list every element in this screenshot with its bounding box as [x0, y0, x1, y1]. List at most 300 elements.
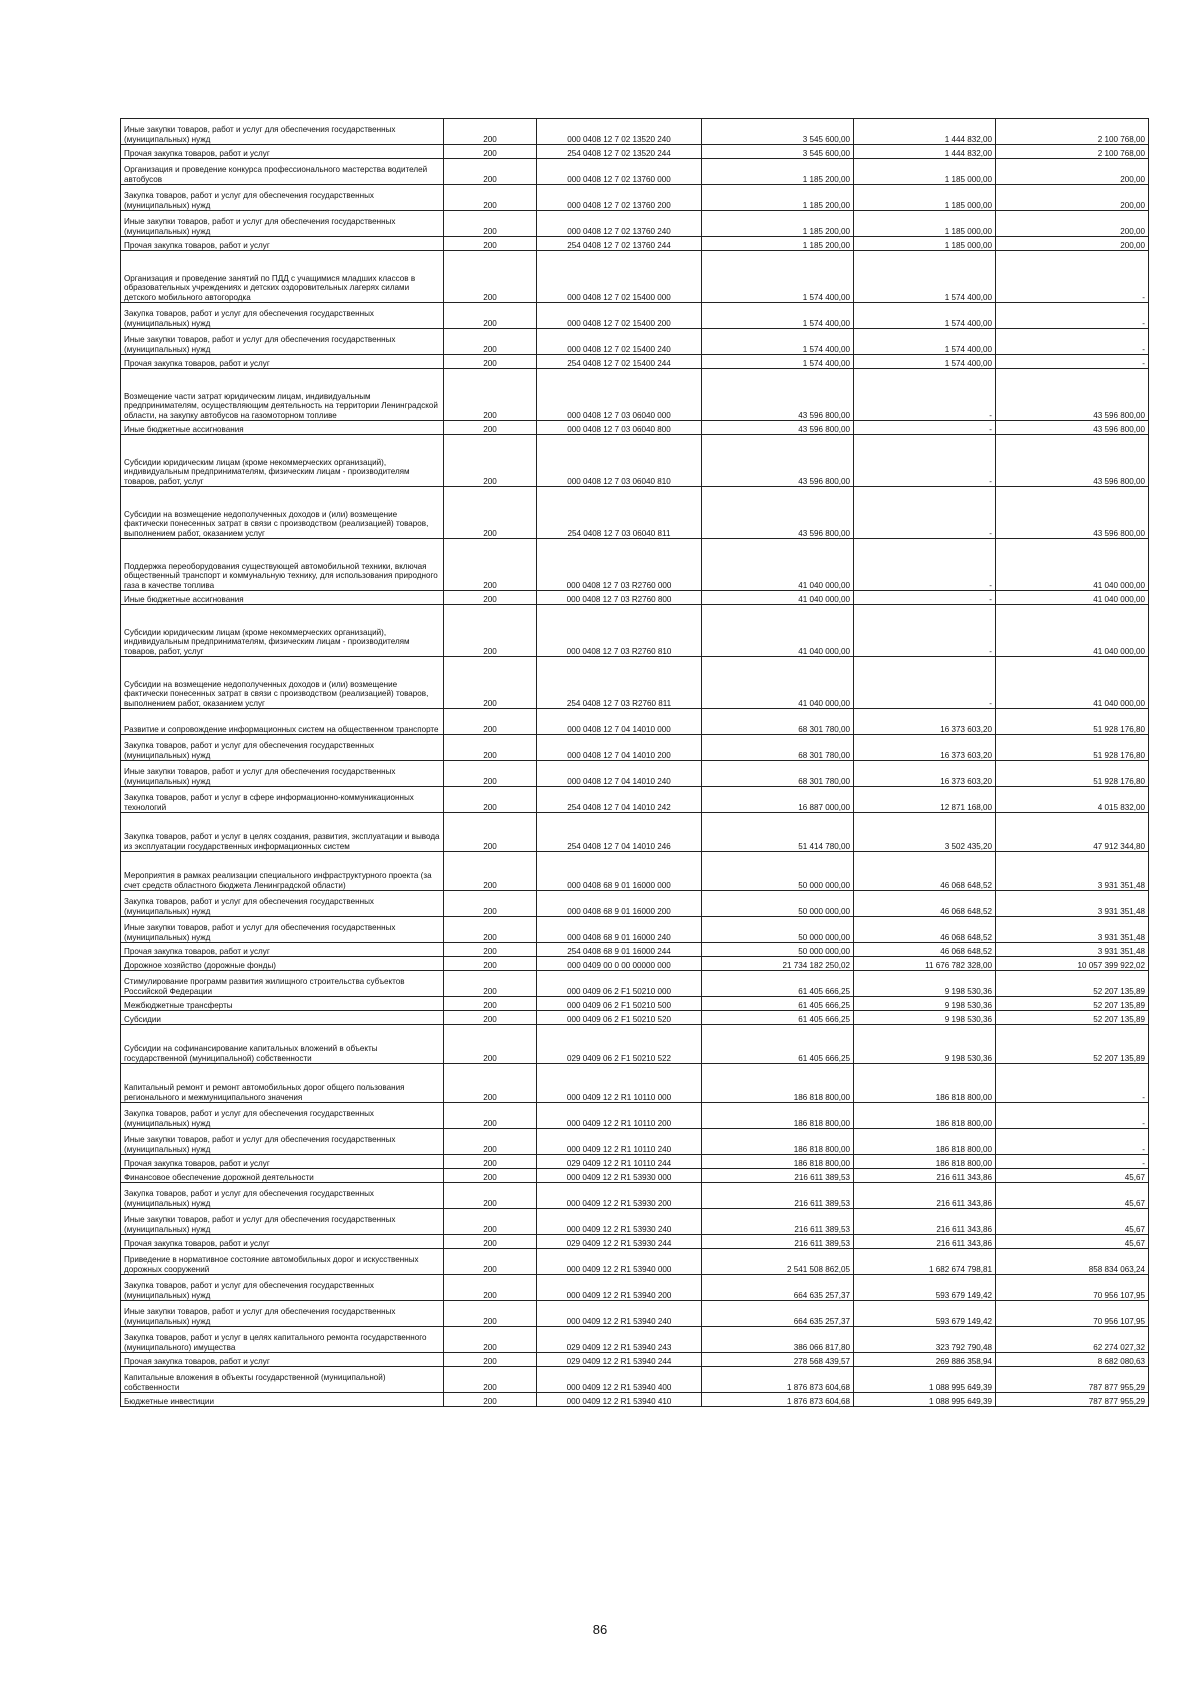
row-code: 200 — [444, 237, 537, 251]
row-approved: 41 040 000,00 — [702, 539, 854, 591]
table-row — [121, 539, 1149, 591]
row-kbk: 000 0408 12 7 04 14010 240 — [537, 761, 702, 787]
row-approved: 1 574 400,00 — [702, 329, 854, 355]
row-unexecuted: 41 040 000,00 — [996, 591, 1149, 605]
table-row — [121, 145, 1149, 159]
row-approved: 2 541 508 862,05 — [702, 1249, 854, 1275]
row-approved: 51 414 780,00 — [702, 813, 854, 852]
row-kbk: 000 0408 12 7 02 13760 000 — [537, 159, 702, 185]
row-executed: - — [854, 435, 996, 487]
row-kbk: 029 0409 12 2 R1 10110 244 — [537, 1155, 702, 1169]
row-unexecuted: 52 207 135,89 — [996, 971, 1149, 997]
row-approved: 43 596 800,00 — [702, 435, 854, 487]
row-unexecuted: 41 040 000,00 — [996, 539, 1149, 591]
row-approved: 216 611 389,53 — [702, 1169, 854, 1183]
table-row — [121, 957, 1149, 971]
row-approved: 1 185 200,00 — [702, 185, 854, 211]
table-row — [121, 159, 1149, 185]
row-approved: 1 876 873 604,68 — [702, 1393, 854, 1407]
row-executed: 186 818 800,00 — [854, 1155, 996, 1169]
row-code: 200 — [444, 1393, 537, 1407]
row-approved: 1 185 200,00 — [702, 159, 854, 185]
row-executed: 16 373 603,20 — [854, 761, 996, 787]
row-code: 200 — [444, 1249, 537, 1275]
row-code: 200 — [444, 1103, 537, 1129]
row-executed: 1 682 674 798,81 — [854, 1249, 996, 1275]
row-executed: 46 068 648,52 — [854, 917, 996, 943]
table-row — [121, 119, 1149, 145]
table-row — [121, 1155, 1149, 1169]
table-row — [121, 1249, 1149, 1275]
row-name: Иные закупки товаров, работ и услуг для обеспечения государственных (муниципальных) нужд — [121, 1301, 444, 1327]
row-name: Иные бюджетные ассигнования — [121, 421, 444, 435]
table-row — [121, 355, 1149, 369]
row-unexecuted: 8 682 080,63 — [996, 1353, 1149, 1367]
row-code: 200 — [444, 997, 537, 1011]
row-executed: 1 088 995 649,39 — [854, 1367, 996, 1393]
row-executed: - — [854, 487, 996, 539]
row-code: 200 — [444, 211, 537, 237]
row-name: Прочая закупка товаров, работ и услуг — [121, 145, 444, 159]
row-executed: - — [854, 591, 996, 605]
row-kbk: 254 0408 12 7 04 14010 242 — [537, 787, 702, 813]
row-name: Организация и проведение занятий по ПДД с учащимися младших классов в образовательных учреждениях и детских оздоровительных лагерях силами детского мобильного автогородка — [121, 251, 444, 303]
row-kbk: 000 0409 12 2 R1 53930 200 — [537, 1183, 702, 1209]
row-code: 200 — [444, 421, 537, 435]
row-unexecuted: 52 207 135,89 — [996, 1025, 1149, 1064]
row-kbk: 000 0408 12 7 03 06040 800 — [537, 421, 702, 435]
row-kbk: 000 0409 12 2 R1 10110 200 — [537, 1103, 702, 1129]
row-kbk: 000 0408 12 7 03 06040 000 — [537, 369, 702, 421]
table-row — [121, 709, 1149, 735]
row-kbk: 254 0408 12 7 04 14010 246 — [537, 813, 702, 852]
row-approved: 16 887 000,00 — [702, 787, 854, 813]
row-code: 200 — [444, 735, 537, 761]
row-executed: 1 185 000,00 — [854, 237, 996, 251]
row-executed: - — [854, 605, 996, 657]
row-code: 200 — [444, 813, 537, 852]
row-unexecuted: - — [996, 251, 1149, 303]
row-unexecuted: - — [996, 1129, 1149, 1155]
row-approved: 3 545 600,00 — [702, 145, 854, 159]
row-executed: 9 198 530,36 — [854, 1011, 996, 1025]
row-executed: 186 818 800,00 — [854, 1064, 996, 1103]
row-name: Закупка товаров, работ и услуг в сфере информационно-коммуникационных технологий — [121, 787, 444, 813]
table-row — [121, 1275, 1149, 1301]
row-unexecuted: 62 274 027,32 — [996, 1327, 1149, 1353]
row-unexecuted: 43 596 800,00 — [996, 435, 1149, 487]
row-approved: 43 596 800,00 — [702, 487, 854, 539]
row-kbk: 000 0408 12 7 02 13520 240 — [537, 119, 702, 145]
table-row — [121, 237, 1149, 251]
row-approved: 68 301 780,00 — [702, 761, 854, 787]
row-executed: 1 185 000,00 — [854, 211, 996, 237]
table-row — [121, 369, 1149, 421]
row-kbk: 029 0409 12 2 R1 53940 244 — [537, 1353, 702, 1367]
row-executed: 1 088 995 649,39 — [854, 1393, 996, 1407]
row-approved: 1 185 200,00 — [702, 237, 854, 251]
row-executed: 3 502 435,20 — [854, 813, 996, 852]
row-kbk: 000 0409 12 2 R1 10110 000 — [537, 1064, 702, 1103]
row-executed: 593 679 149,42 — [854, 1275, 996, 1301]
table-row — [121, 1235, 1149, 1249]
table-row — [121, 1169, 1149, 1183]
row-kbk: 000 0408 12 7 02 15400 240 — [537, 329, 702, 355]
row-approved: 41 040 000,00 — [702, 657, 854, 709]
row-kbk: 029 0409 12 2 R1 53940 243 — [537, 1327, 702, 1353]
row-unexecuted: 45,67 — [996, 1209, 1149, 1235]
row-executed: 9 198 530,36 — [854, 997, 996, 1011]
row-name: Межбюджетные трансферты — [121, 997, 444, 1011]
row-unexecuted: 200,00 — [996, 159, 1149, 185]
row-kbk: 029 0409 06 2 F1 50210 522 — [537, 1025, 702, 1064]
row-name: Закупка товаров, работ и услуг в целях капитального ремонта государственного (муниципального) имущества — [121, 1327, 444, 1353]
row-executed: 46 068 648,52 — [854, 852, 996, 891]
row-kbk: 000 0408 12 7 02 15400 200 — [537, 303, 702, 329]
row-executed: - — [854, 539, 996, 591]
row-unexecuted: 858 834 063,24 — [996, 1249, 1149, 1275]
row-executed: 1 185 000,00 — [854, 159, 996, 185]
row-code: 200 — [444, 487, 537, 539]
row-approved: 68 301 780,00 — [702, 735, 854, 761]
row-code: 200 — [444, 917, 537, 943]
row-code: 200 — [444, 1353, 537, 1367]
table-row — [121, 787, 1149, 813]
row-code: 200 — [444, 119, 537, 145]
table-row — [121, 761, 1149, 787]
row-code: 200 — [444, 435, 537, 487]
row-approved: 664 635 257,37 — [702, 1301, 854, 1327]
row-executed: 46 068 648,52 — [854, 943, 996, 957]
row-approved: 216 611 389,53 — [702, 1209, 854, 1235]
row-executed: 16 373 603,20 — [854, 735, 996, 761]
row-executed: 593 679 149,42 — [854, 1301, 996, 1327]
row-code: 200 — [444, 1367, 537, 1393]
table-row — [121, 1327, 1149, 1353]
table-row — [121, 591, 1149, 605]
row-unexecuted: 41 040 000,00 — [996, 657, 1149, 709]
page-number: 86 — [592, 1622, 608, 1637]
row-kbk: 000 0408 12 7 03 R2760 800 — [537, 591, 702, 605]
row-executed: 46 068 648,52 — [854, 891, 996, 917]
row-name: Закупка товаров, работ и услуг для обеспечения государственных (муниципальных) нужд — [121, 891, 444, 917]
row-name: Организация и проведение конкурса профессионального мастерства водителей автобусов — [121, 159, 444, 185]
row-executed: 216 611 343,86 — [854, 1169, 996, 1183]
row-kbk: 000 0409 12 2 R1 53930 000 — [537, 1169, 702, 1183]
row-name: Закупка товаров, работ и услуг в целях создания, развития, эксплуатации и вывода из эксплуатации государственных информационных систем — [121, 813, 444, 852]
row-name: Иные закупки товаров, работ и услуг для обеспечения государственных (муниципальных) нужд — [121, 211, 444, 237]
row-name: Капитальный ремонт и ремонт автомобильных дорог общего пользования регионального и межмуниципального значения — [121, 1064, 444, 1103]
row-approved: 3 545 600,00 — [702, 119, 854, 145]
row-unexecuted: 3 931 351,48 — [996, 917, 1149, 943]
row-kbk: 000 0408 68 9 01 16000 000 — [537, 852, 702, 891]
row-unexecuted: 43 596 800,00 — [996, 421, 1149, 435]
table-row — [121, 605, 1149, 657]
row-code: 200 — [444, 1183, 537, 1209]
row-code: 200 — [444, 591, 537, 605]
row-approved: 41 040 000,00 — [702, 605, 854, 657]
row-executed: 216 611 343,86 — [854, 1183, 996, 1209]
row-executed: 1 444 832,00 — [854, 145, 996, 159]
table-row — [121, 813, 1149, 852]
row-approved: 1 876 873 604,68 — [702, 1367, 854, 1393]
budget-table-sheet — [120, 118, 1148, 1407]
row-code: 200 — [444, 1275, 537, 1301]
row-executed: 9 198 530,36 — [854, 1025, 996, 1064]
row-approved: 664 635 257,37 — [702, 1275, 854, 1301]
row-executed: 1 444 832,00 — [854, 119, 996, 145]
row-code: 200 — [444, 1235, 537, 1249]
row-approved: 21 734 182 250,02 — [702, 957, 854, 971]
row-executed: 11 676 782 328,00 — [854, 957, 996, 971]
row-name: Развитие и сопровождение информационных систем на общественном транспорте — [121, 709, 444, 735]
row-unexecuted: 51 928 176,80 — [996, 735, 1149, 761]
row-unexecuted: 3 931 351,48 — [996, 891, 1149, 917]
row-name: Прочая закупка товаров, работ и услуг — [121, 1235, 444, 1249]
table-row — [121, 943, 1149, 957]
row-approved: 61 405 666,25 — [702, 1011, 854, 1025]
row-kbk: 000 0409 06 2 F1 50210 500 — [537, 997, 702, 1011]
row-name: Дорожное хозяйство (дорожные фонды) — [121, 957, 444, 971]
row-kbk: 254 0408 68 9 01 16000 244 — [537, 943, 702, 957]
row-code: 200 — [444, 852, 537, 891]
row-name: Прочая закупка товаров, работ и услуг — [121, 1155, 444, 1169]
row-unexecuted: 52 207 135,89 — [996, 997, 1149, 1011]
row-name: Мероприятия в рамках реализации специального инфраструктурного проекта (за счет средств областного бюджета Ленинградской области) — [121, 852, 444, 891]
row-approved: 50 000 000,00 — [702, 852, 854, 891]
row-code: 200 — [444, 159, 537, 185]
row-name: Закупка товаров, работ и услуг для обеспечения государственных (муниципальных) нужд — [121, 1275, 444, 1301]
table-row — [121, 1183, 1149, 1209]
row-approved: 43 596 800,00 — [702, 369, 854, 421]
row-code: 200 — [444, 145, 537, 159]
table-row — [121, 487, 1149, 539]
row-executed: 216 611 343,86 — [854, 1235, 996, 1249]
row-kbk: 254 0408 12 7 02 13760 244 — [537, 237, 702, 251]
table-row — [121, 1011, 1149, 1025]
row-kbk: 254 0408 12 7 03 06040 811 — [537, 487, 702, 539]
row-code: 200 — [444, 1209, 537, 1235]
row-kbk: 000 0408 12 7 02 13760 200 — [537, 185, 702, 211]
row-approved: 50 000 000,00 — [702, 943, 854, 957]
row-unexecuted: 45,67 — [996, 1183, 1149, 1209]
row-approved: 50 000 000,00 — [702, 917, 854, 943]
row-kbk: 254 0408 12 7 02 13520 244 — [537, 145, 702, 159]
row-name: Субсидии юридическим лицам (кроме некоммерческих организаций), индивидуальным предпринимателям, физическим лицам - производителям товаров, работ, услуг — [121, 435, 444, 487]
row-code: 200 — [444, 303, 537, 329]
row-kbk: 000 0409 00 0 00 00000 000 — [537, 957, 702, 971]
row-name: Субсидии на софинансирование капитальных вложений в объекты государственной (муниципальной) собственности — [121, 1025, 444, 1064]
row-name: Прочая закупка товаров, работ и услуг — [121, 355, 444, 369]
table-row — [121, 1209, 1149, 1235]
row-unexecuted: 2 100 768,00 — [996, 119, 1149, 145]
table-row — [121, 185, 1149, 211]
row-code: 200 — [444, 957, 537, 971]
table-row — [121, 1353, 1149, 1367]
row-unexecuted: - — [996, 303, 1149, 329]
row-code: 200 — [444, 605, 537, 657]
row-approved: 43 596 800,00 — [702, 421, 854, 435]
row-kbk: 029 0409 12 2 R1 53930 244 — [537, 1235, 702, 1249]
row-kbk: 000 0409 06 2 F1 50210 520 — [537, 1011, 702, 1025]
row-name: Приведение в нормативное состояние автомобильных дорог и искусственных дорожных сооружений — [121, 1249, 444, 1275]
row-unexecuted: 200,00 — [996, 237, 1149, 251]
row-code: 200 — [444, 943, 537, 957]
row-approved: 186 818 800,00 — [702, 1064, 854, 1103]
row-name: Закупка товаров, работ и услуг для обеспечения государственных (муниципальных) нужд — [121, 1183, 444, 1209]
row-approved: 186 818 800,00 — [702, 1129, 854, 1155]
row-kbk: 000 0409 12 2 R1 53940 200 — [537, 1275, 702, 1301]
row-executed: 16 373 603,20 — [854, 709, 996, 735]
row-kbk: 000 0408 12 7 03 R2760 000 — [537, 539, 702, 591]
row-unexecuted: 70 956 107,95 — [996, 1275, 1149, 1301]
row-unexecuted: 47 912 344,80 — [996, 813, 1149, 852]
row-unexecuted: 787 877 955,29 — [996, 1393, 1149, 1407]
row-name: Возмещение части затрат юридическим лицам, индивидуальным предпринимателям, осуществляющим деятельность на территории Ленинградской области, на закупку автобусов на газомоторном топливе — [121, 369, 444, 421]
row-approved: 216 611 389,53 — [702, 1183, 854, 1209]
row-executed: - — [854, 657, 996, 709]
table-row — [121, 1367, 1149, 1393]
row-executed: - — [854, 369, 996, 421]
table-row — [121, 735, 1149, 761]
row-name: Иные закупки товаров, работ и услуг для обеспечения государственных (муниципальных) нужд — [121, 917, 444, 943]
row-unexecuted: 10 057 399 922,02 — [996, 957, 1149, 971]
row-code: 200 — [444, 251, 537, 303]
row-kbk: 000 0408 12 7 04 14010 000 — [537, 709, 702, 735]
row-name: Субсидии на возмещение недополученных доходов и (или) возмещение фактически понесенных затрат в связи с производством (реализацией) товаров, выполнением работ, оказанием услуг — [121, 487, 444, 539]
row-approved: 186 818 800,00 — [702, 1155, 854, 1169]
row-unexecuted: - — [996, 1155, 1149, 1169]
row-unexecuted: 4 015 832,00 — [996, 787, 1149, 813]
row-unexecuted: 200,00 — [996, 185, 1149, 211]
budget-execution-table — [120, 118, 1149, 1407]
row-unexecuted: - — [996, 355, 1149, 369]
row-unexecuted: 2 100 768,00 — [996, 145, 1149, 159]
row-kbk: 000 0408 68 9 01 16000 240 — [537, 917, 702, 943]
row-kbk: 000 0409 06 2 F1 50210 000 — [537, 971, 702, 997]
table-row — [121, 657, 1149, 709]
row-unexecuted: 45,67 — [996, 1169, 1149, 1183]
row-unexecuted: 43 596 800,00 — [996, 487, 1149, 539]
row-approved: 216 611 389,53 — [702, 1235, 854, 1249]
row-executed: 1 574 400,00 — [854, 303, 996, 329]
row-kbk: 000 0409 12 2 R1 53940 410 — [537, 1393, 702, 1407]
row-name: Закупка товаров, работ и услуг для обеспечения государственных (муниципальных) нужд — [121, 185, 444, 211]
table-row — [121, 852, 1149, 891]
row-unexecuted: - — [996, 1064, 1149, 1103]
row-unexecuted: 45,67 — [996, 1235, 1149, 1249]
row-name: Стимулирование программ развития жилищного строительства субъектов Российской Федерации — [121, 971, 444, 997]
row-name: Иные закупки товаров, работ и услуг для обеспечения государственных (муниципальных) нужд — [121, 761, 444, 787]
row-kbk: 000 0408 12 7 02 13760 240 — [537, 211, 702, 237]
row-code: 200 — [444, 1025, 537, 1064]
row-approved: 1 574 400,00 — [702, 303, 854, 329]
row-kbk: 000 0408 12 7 03 06040 810 — [537, 435, 702, 487]
row-name: Финансовое обеспечение дорожной деятельности — [121, 1169, 444, 1183]
row-code: 200 — [444, 355, 537, 369]
row-approved: 68 301 780,00 — [702, 709, 854, 735]
row-name: Иные закупки товаров, работ и услуг для обеспечения государственных (муниципальных) нужд — [121, 119, 444, 145]
table-row — [121, 251, 1149, 303]
row-executed: 1 185 000,00 — [854, 185, 996, 211]
row-name: Бюджетные инвестиции — [121, 1393, 444, 1407]
table-row — [121, 997, 1149, 1011]
row-code: 200 — [444, 369, 537, 421]
row-unexecuted: 787 877 955,29 — [996, 1367, 1149, 1393]
row-unexecuted: 51 928 176,80 — [996, 761, 1149, 787]
table-row — [121, 435, 1149, 487]
row-executed: 12 871 168,00 — [854, 787, 996, 813]
row-kbk: 000 0409 12 2 R1 10110 240 — [537, 1129, 702, 1155]
row-executed: 186 818 800,00 — [854, 1103, 996, 1129]
row-unexecuted: 51 928 176,80 — [996, 709, 1149, 735]
table-row — [121, 1064, 1149, 1103]
row-code: 200 — [444, 891, 537, 917]
row-kbk: 254 0408 12 7 03 R2760 811 — [537, 657, 702, 709]
row-unexecuted: 52 207 135,89 — [996, 1011, 1149, 1025]
row-name: Прочая закупка товаров, работ и услуг — [121, 1353, 444, 1367]
row-kbk: 000 0409 12 2 R1 53940 000 — [537, 1249, 702, 1275]
row-approved: 61 405 666,25 — [702, 997, 854, 1011]
row-executed: 9 198 530,36 — [854, 971, 996, 997]
row-name: Поддержка переоборудования существующей автомобильной техники, включая общественный транспорт и коммунальную технику, для использования природного газа в качестве топлива — [121, 539, 444, 591]
row-kbk: 000 0408 12 7 04 14010 200 — [537, 735, 702, 761]
row-code: 200 — [444, 657, 537, 709]
row-approved: 186 818 800,00 — [702, 1103, 854, 1129]
row-executed: 1 574 400,00 — [854, 329, 996, 355]
row-code: 200 — [444, 1327, 537, 1353]
row-name: Иные бюджетные ассигнования — [121, 591, 444, 605]
row-executed: 216 611 343,86 — [854, 1209, 996, 1235]
table-body — [121, 119, 1149, 1407]
row-code: 200 — [444, 1155, 537, 1169]
row-executed: 1 574 400,00 — [854, 355, 996, 369]
row-executed: 269 886 358,94 — [854, 1353, 996, 1367]
row-code: 200 — [444, 709, 537, 735]
row-executed: 186 818 800,00 — [854, 1129, 996, 1155]
row-unexecuted: - — [996, 329, 1149, 355]
row-name: Субсидии юридическим лицам (кроме некоммерческих организаций), индивидуальным предпринимателям, физическим лицам - производителям товаров, работ, услуг — [121, 605, 444, 657]
row-unexecuted: 3 931 351,48 — [996, 852, 1149, 891]
row-name: Иные закупки товаров, работ и услуг для обеспечения государственных (муниципальных) нужд — [121, 1209, 444, 1235]
row-approved: 41 040 000,00 — [702, 591, 854, 605]
table-row — [121, 1025, 1149, 1064]
row-code: 200 — [444, 539, 537, 591]
row-approved: 50 000 000,00 — [702, 891, 854, 917]
table-row — [121, 917, 1149, 943]
row-code: 200 — [444, 971, 537, 997]
row-kbk: 000 0408 12 7 02 15400 000 — [537, 251, 702, 303]
row-kbk: 000 0409 12 2 R1 53940 400 — [537, 1367, 702, 1393]
table-row — [121, 1103, 1149, 1129]
table-row — [121, 891, 1149, 917]
table-row — [121, 329, 1149, 355]
row-name: Иные закупки товаров, работ и услуг для обеспечения государственных (муниципальных) нужд — [121, 329, 444, 355]
row-name: Закупка товаров, работ и услуг для обеспечения государственных (муниципальных) нужд — [121, 303, 444, 329]
row-name: Прочая закупка товаров, работ и услуг — [121, 237, 444, 251]
row-kbk: 000 0408 68 9 01 16000 200 — [537, 891, 702, 917]
row-name: Субсидии на возмещение недополученных доходов и (или) возмещение фактически понесенных затрат в связи с производством (реализацией) товаров, выполнением работ, оказанием услуг — [121, 657, 444, 709]
row-name: Капитальные вложения в объекты государственной (муниципальной) собственности — [121, 1367, 444, 1393]
row-unexecuted: 200,00 — [996, 211, 1149, 237]
row-kbk: 000 0408 12 7 03 R2760 810 — [537, 605, 702, 657]
table-row — [121, 421, 1149, 435]
row-unexecuted: 43 596 800,00 — [996, 369, 1149, 421]
row-unexecuted: 41 040 000,00 — [996, 605, 1149, 657]
row-executed: 1 574 400,00 — [854, 251, 996, 303]
row-code: 200 — [444, 1011, 537, 1025]
row-name: Субсидии — [121, 1011, 444, 1025]
